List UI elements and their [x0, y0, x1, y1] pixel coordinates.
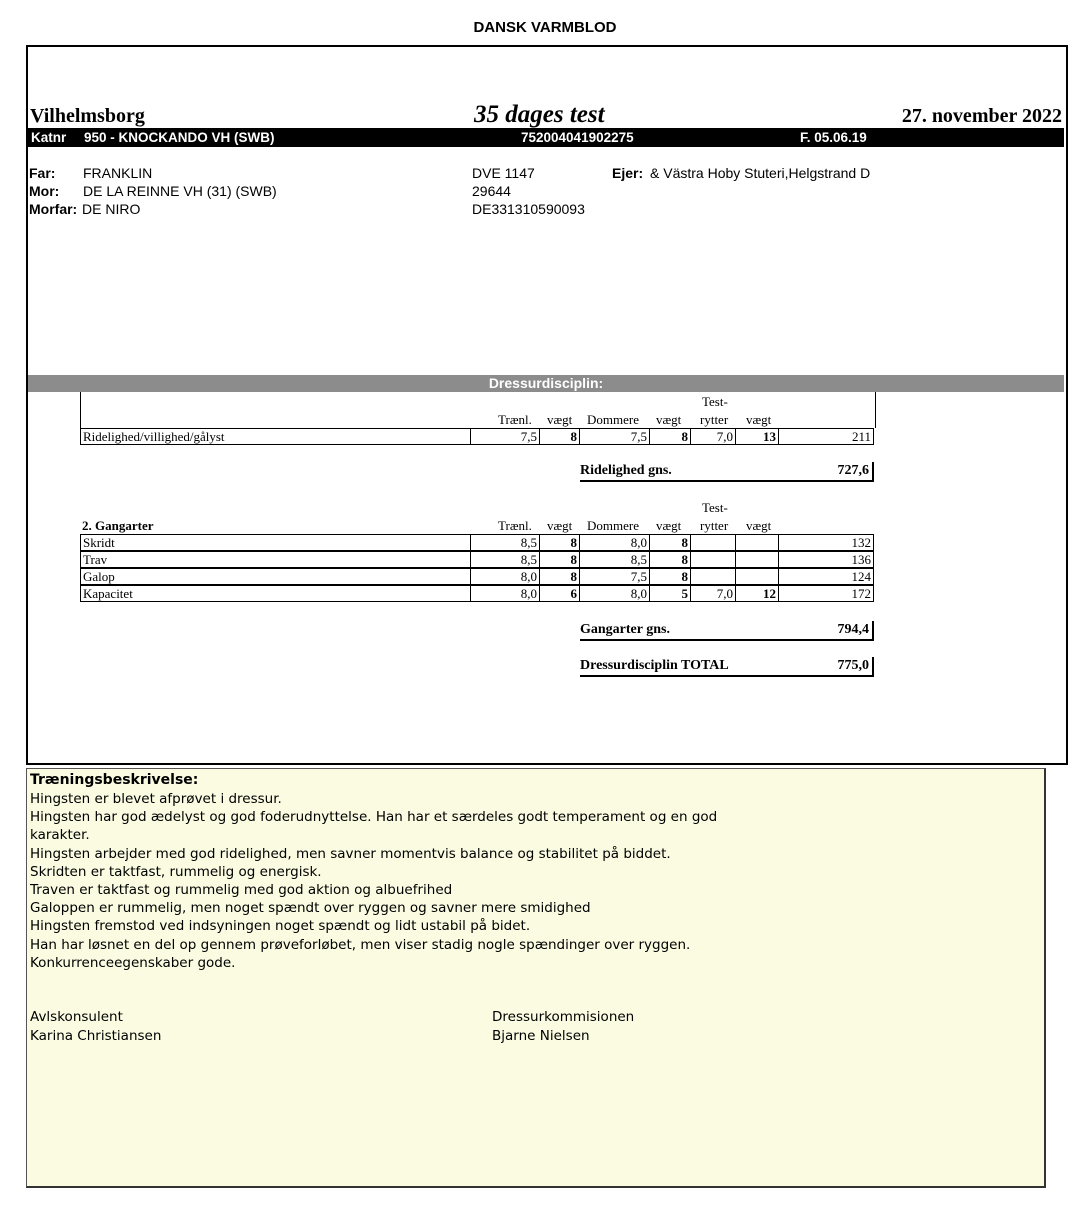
row-label: Galop — [83, 569, 115, 584]
signature-left-name: Karina Christiansen — [30, 1028, 162, 1044]
test-score: 7,0 — [690, 429, 735, 444]
dommere-weight: 5 — [649, 586, 690, 601]
gangarter-summary — [580, 621, 874, 641]
summary-value: 794,4 — [837, 622, 869, 637]
mor-name: DE LA REINNE VH (31) (SWB) — [83, 183, 277, 199]
dommere-weight: 8 — [649, 535, 690, 550]
test-weight — [735, 535, 778, 550]
description-line: Hingsten fremstod ved indsyningen noget spændt og lidt ustabil på bidet. — [30, 918, 531, 935]
col-header-traenl: Trænl. — [498, 518, 532, 533]
description-line: Han har løsnet en del op gennem prøveforløbet, men viser stadig nogle spændinger over ryggen. — [30, 936, 691, 953]
col-header-test-1: Test- — [702, 500, 728, 515]
owner-value: & Västra Hoby Stuteri,Helgstrand D — [650, 165, 871, 181]
test-score: 7,0 — [690, 586, 735, 601]
far-label: Far: — [29, 165, 56, 181]
traenl-weight: 8 — [539, 569, 579, 584]
owner-label: Ejer: — [612, 165, 644, 181]
chip-number: 752004041902275 — [521, 130, 634, 145]
traenl-score: 7,5 — [470, 429, 539, 444]
description-line: Galoppen er rummelig, men noget spændt over ryggen og savner mere smidighed — [30, 900, 591, 917]
test-date: 27. november 2022 — [901, 105, 1062, 127]
description-line: Traven er taktfast og rummelig med god aktion og albuefrihed — [30, 881, 453, 898]
traenl-score: 8,0 — [470, 586, 539, 601]
signature-right-name: Bjarne Nielsen — [492, 1028, 590, 1044]
test-name: 35 dages test — [474, 101, 605, 128]
col-header-test-1: Test- — [702, 394, 728, 409]
traenl-weight: 8 — [539, 429, 579, 444]
morfar-name: DE NIRO — [82, 201, 141, 217]
col-header-vaegt-1: vægt — [547, 518, 573, 533]
dressur-total-summary — [580, 657, 874, 677]
row-label: Trav — [83, 552, 108, 567]
test-weight — [735, 569, 778, 584]
test-score — [690, 535, 735, 550]
mor-reg: 29644 — [472, 183, 511, 199]
col-header-vaegt-2: vægt — [656, 412, 682, 427]
row-label: Kapacitet — [83, 586, 133, 601]
col-header-vaegt-1: vægt — [547, 412, 573, 427]
traenl-weight: 6 — [539, 586, 579, 601]
dommere-score: 8,5 — [579, 552, 649, 567]
col-header-dommere: Dommere — [587, 412, 639, 427]
row-total: 136 — [778, 552, 873, 567]
katnr-label: Katnr — [31, 130, 67, 145]
dommere-score: 8,0 — [579, 586, 649, 601]
description-text — [30, 790, 717, 972]
test-place: Vilhelmsborg — [30, 105, 145, 127]
far-name: FRANKLIN — [83, 165, 153, 181]
row-label: Ridelighed/villighed/gålyst — [83, 429, 225, 444]
col-header-vaegt-2: vægt — [656, 518, 682, 533]
col-header-vaegt-3: vægt — [746, 518, 772, 533]
test-score — [690, 569, 735, 584]
katnr-value: 950 - KNOCKANDO VH (SWB) — [84, 130, 275, 145]
signature-left — [30, 1008, 161, 1046]
traenl-score: 8,5 — [470, 552, 539, 567]
horse-info-bar — [28, 128, 1064, 147]
description-line: Hingsten har god ædelyst og god foderudnyttelse. Han har et særdeles godt temperament og en god — [30, 809, 718, 826]
description-line: karakter. — [30, 827, 90, 844]
document-title: DANSK VARMBLOD — [473, 19, 617, 36]
traenl-score: 8,5 — [470, 535, 539, 550]
dommere-score: 7,5 — [579, 569, 649, 584]
row-total: 172 — [778, 586, 873, 601]
table-row — [80, 534, 874, 551]
dommere-weight: 8 — [649, 552, 690, 567]
row-total: 211 — [778, 429, 873, 444]
description-line: Skridten er taktfast, rummelig og energisk. — [30, 863, 322, 880]
far-reg: DVE 1147 — [472, 165, 535, 181]
row-total: 124 — [778, 569, 873, 584]
signature-left-title: Avlskonsulent — [30, 1009, 123, 1025]
row-total: 132 — [778, 535, 873, 550]
traenl-weight: 8 — [539, 535, 579, 550]
col-header-vaegt-3: vægt — [746, 412, 772, 427]
summary-value: 727,6 — [837, 463, 869, 478]
section-header-dressurdisciplin: Dressurdisciplin: — [28, 375, 1064, 392]
test-score — [690, 552, 735, 567]
signature-right-title: Dressurkommisionen — [492, 1009, 635, 1025]
traenl-weight: 8 — [539, 552, 579, 567]
traenl-score: 8,0 — [470, 569, 539, 584]
test-weight: 12 — [735, 586, 778, 601]
description-line: Konkurrenceegenskaber gode. — [30, 954, 236, 971]
description-line: Hingsten er blevet afprøvet i dressur. — [30, 791, 282, 807]
morfar-reg: DE331310590093 — [472, 201, 585, 217]
dommere-weight: 8 — [649, 569, 690, 584]
ridelighed-summary — [580, 462, 874, 482]
dommere-score: 8,0 — [579, 535, 649, 550]
test-weight — [735, 552, 778, 567]
gangarter-title: 2. Gangarter — [82, 518, 154, 533]
total-value: 775,0 — [837, 658, 869, 673]
total-label: Dressurdisciplin TOTAL — [580, 658, 729, 673]
morfar-label: Morfar: — [29, 201, 78, 217]
test-weight: 13 — [735, 429, 778, 444]
col-header-test-2: rytter — [700, 518, 729, 533]
summary-label: Ridelighed gns. — [580, 463, 672, 478]
table-row — [80, 551, 874, 568]
signature-right — [492, 1008, 634, 1046]
col-header-test-2: rytter — [700, 412, 729, 427]
dommere-weight: 8 — [649, 429, 690, 444]
description-title: Træningsbeskrivelse: — [30, 772, 199, 788]
description-line: Hingsten arbejder med god ridelighed, men savner momentvis balance og stabilitet på biddet. — [30, 845, 671, 862]
table-row — [80, 568, 874, 585]
mor-label: Mor: — [29, 183, 60, 199]
table-row — [80, 428, 874, 445]
birth-date: F. 05.06.19 — [800, 130, 867, 145]
dommere-score: 7,5 — [579, 429, 649, 444]
row-label: Skridt — [83, 535, 115, 550]
col-header-traenl: Trænl. — [498, 412, 532, 427]
col-header-dommere: Dommere — [587, 518, 639, 533]
summary-label: Gangarter gns. — [580, 622, 670, 637]
table-row — [80, 585, 874, 602]
